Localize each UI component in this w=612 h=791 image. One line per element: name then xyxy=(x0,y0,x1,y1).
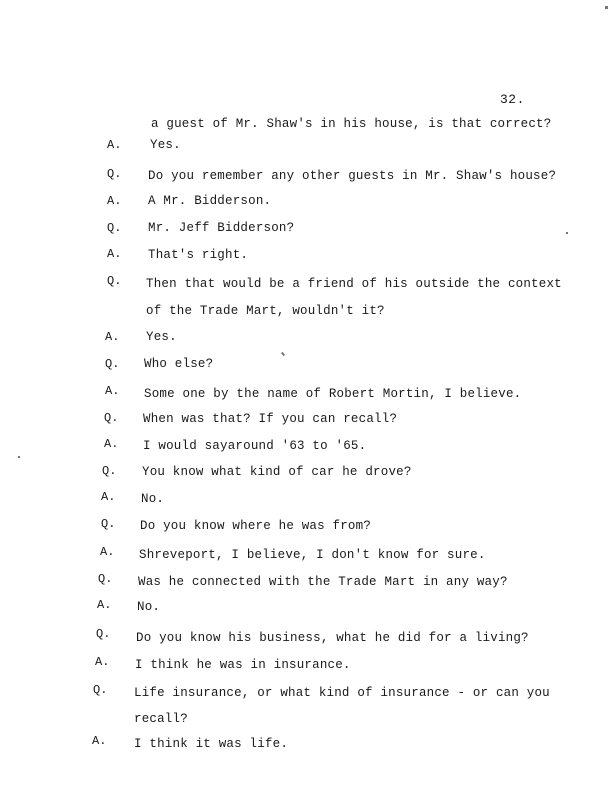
speaker-label: A. xyxy=(104,437,119,451)
transcript-line-text: Some one by the name of Robert Mortin, I believe. xyxy=(144,387,522,401)
transcript-line-text: Then that would be a friend of his outside the context xyxy=(146,277,562,291)
transcript-line-text: Yes. xyxy=(150,138,181,152)
speaker-label: Q. xyxy=(96,627,111,641)
speaker-label: A. xyxy=(101,490,116,504)
speaker-label: Q. xyxy=(102,464,117,478)
transcript-line-text: Shreveport, I believe, I don't know for sure. xyxy=(139,548,486,562)
scan-speck xyxy=(605,6,608,9)
transcript-line-text: A Mr. Bidderson. xyxy=(148,194,272,208)
transcript-line-text: When was that? If you can recall? xyxy=(143,412,398,426)
transcript-line-text: Was he connected with the Trade Mart in any way? xyxy=(138,575,508,589)
speaker-label: Q. xyxy=(107,167,122,181)
speaker-label: Q. xyxy=(93,683,108,697)
speaker-label: Q. xyxy=(104,411,119,425)
speaker-label: A. xyxy=(92,734,107,748)
transcript-line-text: I would sayaround '63 to '65. xyxy=(143,439,367,453)
transcript-line-text: of the Trade Mart, wouldn't it? xyxy=(146,304,385,318)
transcript-line-text: Yes. xyxy=(146,330,177,344)
speaker-label: A. xyxy=(97,598,112,612)
speaker-label: Q. xyxy=(98,572,113,586)
transcript-line-text: a guest of Mr. Shaw's in his house, is that correct? xyxy=(151,117,552,131)
transcript-line-text: Life insurance, or what kind of insurance - or can you xyxy=(134,686,550,700)
transcript-line-text: You know what kind of car he drove? xyxy=(142,465,412,479)
transcript-line-text: No. xyxy=(141,492,165,506)
transcript-line-text: No. xyxy=(137,600,161,614)
scan-speck xyxy=(18,456,20,458)
speaker-label: A. xyxy=(100,545,115,559)
speaker-label: Q. xyxy=(107,274,122,288)
scan-speck xyxy=(281,352,285,356)
transcript-line-text: Do you know where he was from? xyxy=(140,519,372,533)
speaker-label: A. xyxy=(105,384,120,398)
speaker-label: A. xyxy=(107,247,122,261)
page-number: 32. xyxy=(500,92,525,107)
speaker-label: A. xyxy=(95,655,110,669)
transcript-line-text: I think he was in insurance. xyxy=(135,658,351,672)
speaker-label: A. xyxy=(105,330,120,344)
transcript-line-text: Who else? xyxy=(144,357,214,371)
scan-speck xyxy=(566,232,568,234)
speaker-label: A. xyxy=(107,194,122,208)
transcript-line-text: Mr. Jeff Bidderson? xyxy=(148,221,295,235)
transcript-line-text: Do you know his business, what he did for a living? xyxy=(136,631,529,645)
transcript-line-text: That's right. xyxy=(148,248,249,262)
speaker-label: A. xyxy=(107,138,122,152)
transcript-line-text: I think it was life. xyxy=(134,737,289,751)
transcript-line-text: recall? xyxy=(134,712,188,726)
speaker-label: Q. xyxy=(107,221,122,235)
speaker-label: Q. xyxy=(101,517,116,531)
speaker-label: Q. xyxy=(105,357,120,371)
transcript-line-text: Do you remember any other guests in Mr. Shaw's house? xyxy=(148,169,557,183)
